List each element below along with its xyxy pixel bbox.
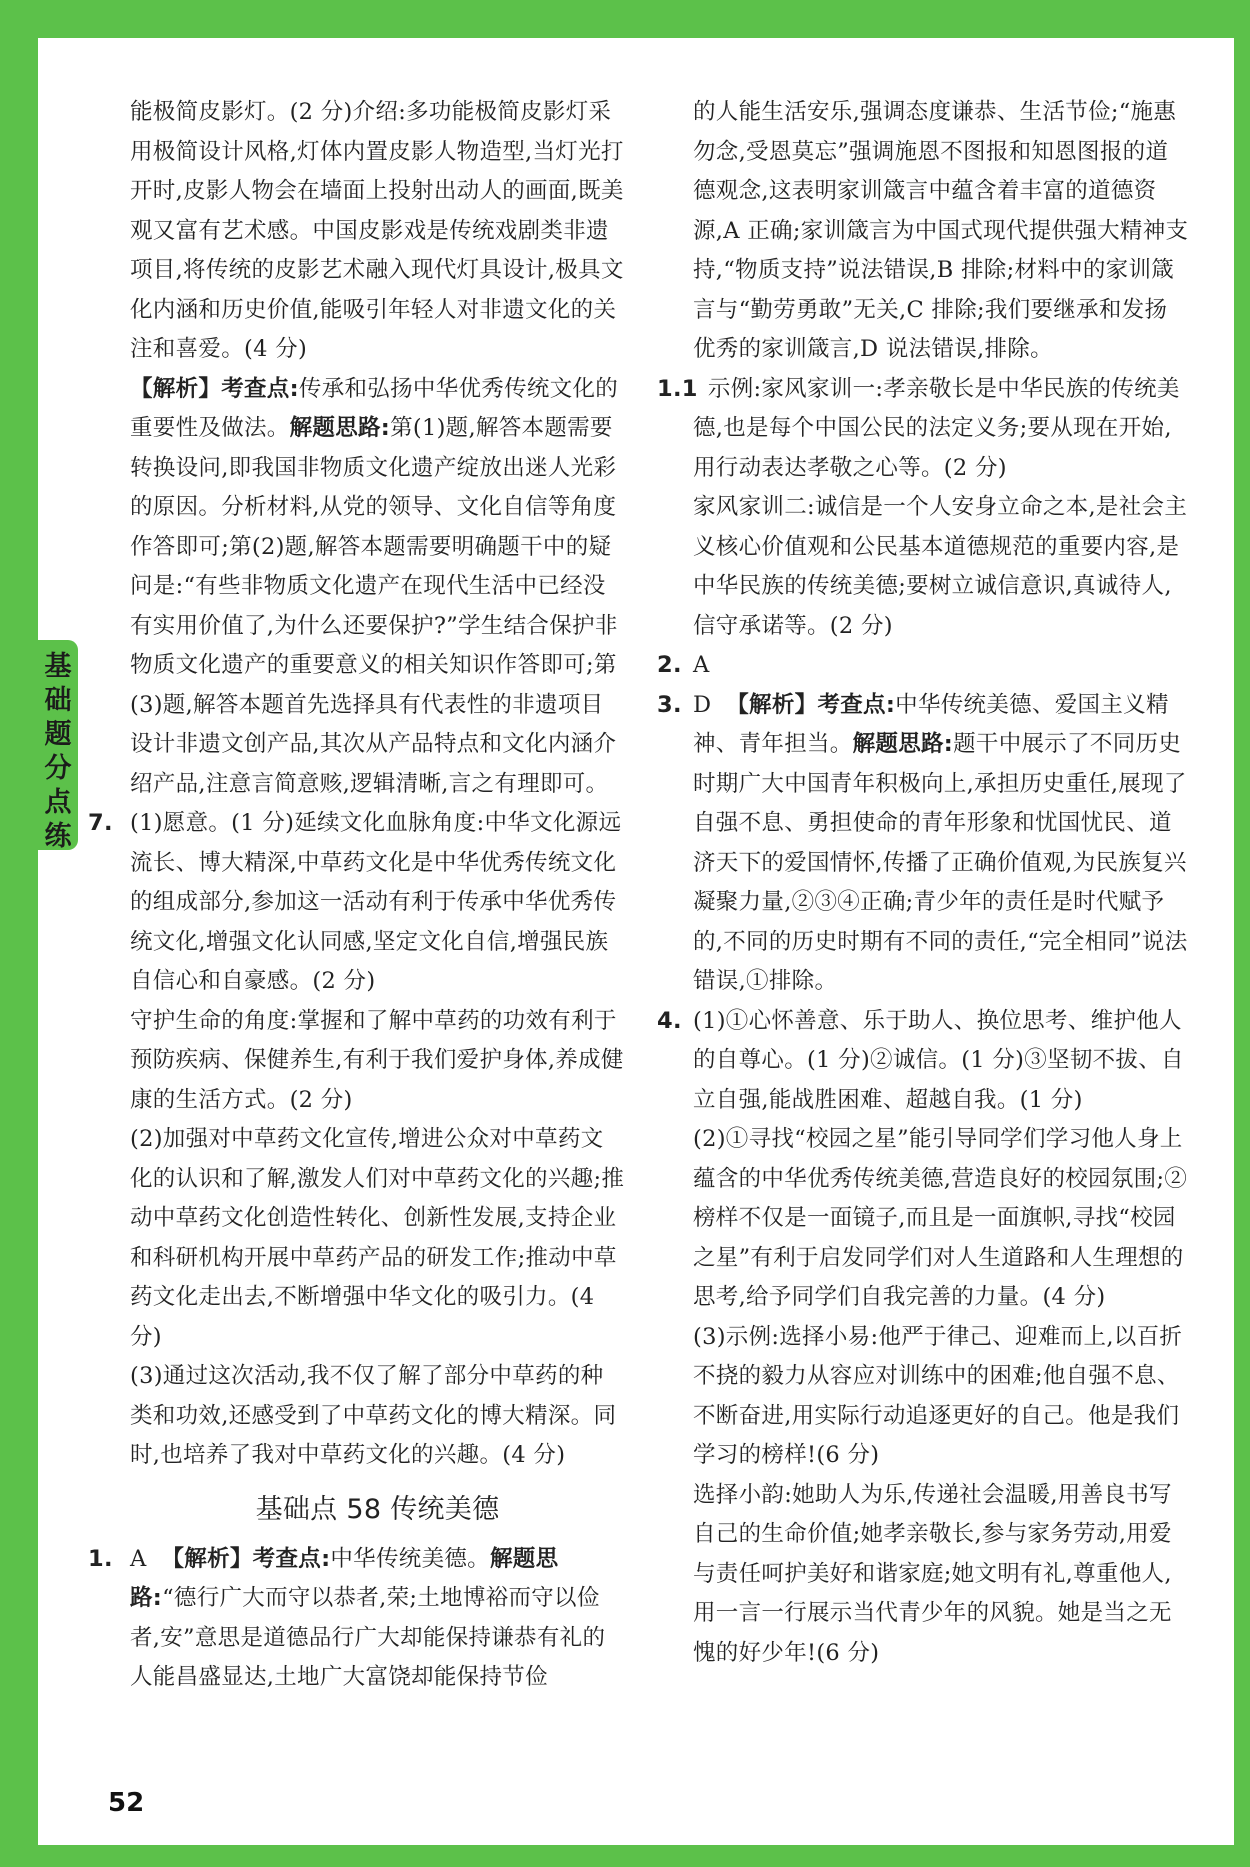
analysis-text: 中华传统美德。	[330, 1545, 490, 1572]
analysis-text: 传承和弘扬中华优秀传统文化的重要性及做法。	[130, 375, 619, 441]
solution-tag: 解题思路:	[852, 731, 954, 757]
answer-paragraph: (1)①心怀善意、乐于助人、换位思考、维护他人的自尊心。(1 分)②诚信。(1 分)③坚韧不拔、自立自强,能战胜困难、超越自我。(1 分)	[693, 1007, 1184, 1113]
question-2	[657, 646, 1190, 686]
question-7	[88, 804, 625, 1476]
solution-text: 题干中展示了不同历史时期广大中国青年积极向上,承担历史重任,展现了自强不息、勇担使命的青年形象和忧国忧民、道济天下的爱国情怀,传播了正确价值观,为民族复兴凝聚力量,②③④正确;青少年的责任是时代赋予的,不同的历史时期有不同的责任,“完全相同”说法错误,①排除。	[693, 731, 1188, 994]
page-number: 52	[108, 1788, 145, 1818]
analysis-tag: 【解析】考查点:	[161, 1545, 331, 1572]
solution-tag: 解题思路:	[130, 1545, 559, 1611]
answer-paragraph: (2)加强对中草药文化宣传,增进公众对中草药文化的认识和了解,激发人们对中草药文化的兴趣;推动中草药文化创造性转化、创新性发展,支持企业和科研机构开展中草药产品的研发工作;推动中草药文化走出去,不断增强中华文化的吸引力。(4 分)	[130, 1126, 625, 1350]
right-column	[657, 93, 1190, 1673]
page-frame-left	[0, 0, 38, 1867]
solution-tag: 解题思路:	[289, 415, 391, 441]
question-number: 4.	[657, 1007, 682, 1034]
answer-paragraph: 家风家训二:诚信是一个人安身立命之本,是社会主义核心价值观和公民基本道德规范的重要内容,是中华民族的传统美德;要树立诚信意识,真诚待人,信守承诺等。(2 分)	[693, 494, 1188, 639]
answer-choice: A	[130, 1545, 147, 1572]
left-column	[88, 93, 625, 1698]
question-3	[657, 686, 1190, 1002]
question-number: 1.	[88, 1545, 113, 1572]
analysis-text: 中华传统美德、爱国主义精神、青年担当。	[693, 691, 1169, 757]
question-number: 1.1	[657, 375, 698, 402]
analysis-tag: 【解析】考查点:	[726, 691, 896, 718]
answer-choice: A	[693, 652, 710, 678]
analysis-tag: 【解析】考查点:	[130, 375, 299, 402]
solution-text: “德行广大而守以恭者,荣;土地博裕而守以俭者,安”意思是道德品行广大却能保持谦恭有礼的人能昌盛显达,土地广大富饶却能保持节俭	[130, 1585, 606, 1690]
paragraph: 能极简皮影灯。(2 分)介绍:多功能极简皮影灯采用极简设计风格,灯体内置皮影人物造型,当灯光打开时,皮影人物会在墙面上投射出动人的画面,既美观又富有艺术感。中国皮影戏是传统戏剧类非遗项目,将传统的皮影艺术融入现代灯具设计,极具文化内涵和历史价值,能吸引年轻人对非遗文化的关注和喜爱。(4 分)	[130, 99, 624, 362]
answer-choice: D	[693, 691, 712, 718]
question-1	[88, 1540, 625, 1698]
question-4	[657, 1002, 1190, 1674]
page-frame-top	[0, 0, 1250, 38]
question-number: 2.	[657, 652, 682, 678]
answer-paragraph: 守护生命的角度:掌握和了解中草药的功效有利于预防疾病、保健养生,有利于我们爱护身体,养成健康的生活方式。(2 分)	[130, 1007, 624, 1113]
paragraph: 的人能生活安乐,强调态度谦恭、生活节俭;“施惠勿念,受恩莫忘”强调施恩不图报和知恩图报的道德观念,这表明家训箴言中蕴含着丰富的道德资源,A 正确;家训箴言为中国式现代提供强大精神支持,“物质支持”说法错误,B 排除;材料中的家训箴言与“勤劳勇敢”无关,C 排除;我们要继承和发扬优秀的家训箴言,D 说法错误,排除。	[693, 99, 1189, 362]
analysis-paragraph	[130, 370, 625, 805]
answer-paragraph	[130, 1540, 625, 1698]
answer-paragraph	[693, 686, 1190, 1002]
side-tab-label: 基础题分点练	[44, 651, 72, 852]
answer-paragraph: (3)通过这次活动,我不仅了解了部分中草药的种类和功效,还感受到了中草药文化的博大精深。同时,也培养了我对中草药文化的兴趣。(4 分)	[130, 1363, 617, 1468]
answer-paragraph: (1)愿意。(1 分)延续文化血脉角度:中华文化源远流长、博大精深,中草药文化是中华优秀传统文化的组成部分,参加这一活动有利于传承中华优秀传统文化,增强文化认同感,坚定文化自信,增强民族自信心和自豪感。(2 分)	[130, 810, 622, 994]
question-number: 3.	[657, 691, 682, 718]
answer-paragraph: 选择小韵:她助人为乐,传递社会温暖,用善良书写自己的生命价值;她孝亲敬长,参与家务劳动,用爱与责任呵护美好和谐家庭;她文明有礼,尊重他人,用一言一行展示当代青少年的风貌。她是当之无愧的好少年!(6 分)	[693, 1481, 1172, 1666]
page-frame-bottom	[0, 1845, 1250, 1867]
question-number: 7.	[88, 810, 113, 836]
solution-text: 第(1)题,解答本题需要转换设问,即我国非物质文化遗产绽放出迷人光彩的原因。分析材料,从党的领导、文化自信等角度作答即可;第(2)题,解答本题需要明确题干中的疑问是:“有些非物质文化遗产在现代生活中已经没有实用价值了,为什么还要保护?”学生结合保护非物质文化遗产的重要意义的相关知识作答即可;第(3)题,解答本题首先选择具有代表性的非遗项目设计非遗文创产品,其次从产品特点和文化内涵介绍产品,注意言简意赅,逻辑清晰,言之有理即可。	[130, 415, 618, 797]
answer-paragraph: (2)①寻找“校园之星”能引导同学们学习他人身上蕴含的中华优秀传统美德,营造良好的校园氛围;②榜样不仅是一面镜子,而且是一面旗帜,寻找“校园之星”有利于启发同学们对人生道路和人生理想的思考,给予同学们自我完善的力量。(4 分)	[693, 1126, 1188, 1310]
question-1-1	[657, 370, 1190, 647]
page-frame-right	[1234, 0, 1250, 1867]
section-title: 基础点 58 传统美德	[255, 1493, 500, 1525]
answer-paragraph: (3)示例:选择小易:他严于律己、迎难而上,以百折不挠的毅力从容应对训练中的困难;他自强不息、不断奋进,用实际行动追逐更好的自己。他是我们学习的榜样!(6 分)	[693, 1323, 1183, 1468]
answer-paragraph: 示例:家风家训一:孝亲敬长是中华民族的传统美德,也是每个中国公民的法定义务;要从现在开始,用行动表达孝敬之心等。(2 分)	[693, 375, 1180, 481]
